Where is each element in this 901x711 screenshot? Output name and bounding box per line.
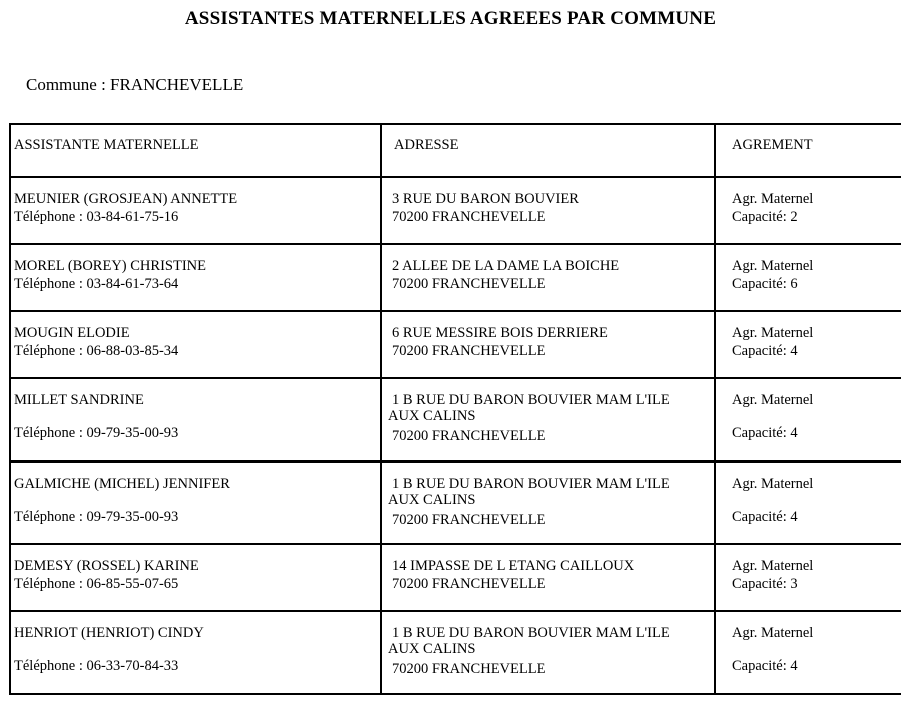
assistant-name: MOUGIN ELODIE [14, 325, 130, 341]
row-spacer [14, 642, 376, 657]
assistant-phone: Téléphone : 03-84-61-73-64 [14, 276, 179, 292]
assistant-phone: Téléphone : 06-88-03-85-34 [14, 343, 179, 359]
row-spacer [14, 409, 376, 424]
address-city: 70200 FRANCHEVELLE [392, 511, 546, 528]
address-street-cont: AUX CALINS [388, 641, 476, 657]
header-address-label: ADRESSE [394, 137, 459, 153]
row-spacer [732, 642, 897, 657]
header-name-label: ASSISTANTE MATERNELLE [14, 137, 199, 153]
agrement-capacity: Capacité: 4 [732, 343, 798, 359]
table-header-row [10, 124, 901, 177]
assistant-name: GALMICHE (MICHEL) JENNIFER [14, 475, 230, 492]
header-agrement [715, 124, 901, 177]
address-city: 70200 FRANCHEVELLE [392, 209, 546, 225]
agrement-capacity: Capacité: 6 [732, 276, 798, 292]
agrement-capacity: Capacité: 2 [732, 209, 798, 225]
address-city: 70200 FRANCHEVELLE [392, 343, 546, 359]
table-row [10, 544, 901, 611]
agrement-type: Agr. Maternel [732, 258, 814, 274]
assistant-name: MILLET SANDRINE [14, 392, 144, 408]
assistant-phone: Téléphone : 06-85-55-07-65 [14, 576, 179, 592]
address-street: 6 RUE MESSIRE BOIS DERRIERE [392, 325, 608, 341]
address-city: 70200 FRANCHEVELLE [392, 661, 546, 677]
assistant-name: HENRIOT (HENRIOT) CINDY [14, 625, 204, 641]
table-row [10, 461, 901, 544]
agrement-type: Agr. Maternel [732, 325, 814, 341]
address-street: 2 ALLEE DE LA DAME LA BOICHE [392, 258, 620, 274]
row-spacer [732, 409, 897, 424]
header-name [10, 124, 381, 177]
address-street: 1 B RUE DU BARON BOUVIER MAM L'ILE [392, 625, 670, 641]
table-row [10, 611, 901, 694]
agrement-type: Agr. Maternel [732, 191, 814, 207]
table-row [10, 177, 901, 244]
address-city: 70200 FRANCHEVELLE [392, 276, 546, 292]
assistant-phone: Téléphone : 09-79-35-00-93 [14, 425, 179, 441]
address-street-cont: AUX CALINS [388, 491, 476, 508]
address-street: 14 IMPASSE DE L ETANG CAILLOUX [392, 558, 635, 574]
assistant-name: MOREL (BOREY) CHRISTINE [14, 258, 206, 274]
header-address [381, 124, 715, 177]
address-city: 70200 FRANCHEVELLE [392, 428, 546, 444]
row-spacer [14, 493, 376, 508]
assistant-phone: Téléphone : 09-79-35-00-93 [14, 508, 179, 525]
row-spacer [732, 493, 897, 508]
commune-label: Commune : FRANCHEVELLE [26, 75, 244, 94]
table-row [10, 244, 901, 311]
agrement-capacity: Capacité: 4 [732, 508, 798, 525]
table-row [10, 378, 901, 461]
agrement-capacity: Capacité: 3 [732, 576, 798, 592]
agrement-capacity: Capacité: 4 [732, 425, 798, 441]
agrement-type: Agr. Maternel [732, 558, 814, 574]
address-city: 70200 FRANCHEVELLE [392, 576, 546, 592]
assistants-table [9, 123, 901, 695]
header-agrement-label: AGREMENT [732, 137, 813, 153]
assistant-name: MEUNIER (GROSJEAN) ANNETTE [14, 191, 238, 207]
assistant-phone: Téléphone : 06-33-70-84-33 [14, 658, 179, 674]
assistant-phone: Téléphone : 03-84-61-75-16 [14, 209, 179, 225]
agrement-type: Agr. Maternel [732, 392, 814, 408]
agrement-type: Agr. Maternel [732, 475, 814, 492]
address-street: 3 RUE DU BARON BOUVIER [392, 191, 579, 207]
assistant-name: DEMESY (ROSSEL) KARINE [14, 558, 199, 574]
address-street-cont: AUX CALINS [388, 408, 476, 424]
table-row [10, 311, 901, 378]
address-street: 1 B RUE DU BARON BOUVIER MAM L'ILE [392, 475, 670, 492]
agrement-type: Agr. Maternel [732, 625, 814, 641]
address-street: 1 B RUE DU BARON BOUVIER MAM L'ILE [392, 392, 670, 408]
page-title: ASSISTANTES MATERNELLES AGREEES PAR COMMUNE [184, 8, 717, 29]
agrement-capacity: Capacité: 4 [732, 658, 798, 674]
